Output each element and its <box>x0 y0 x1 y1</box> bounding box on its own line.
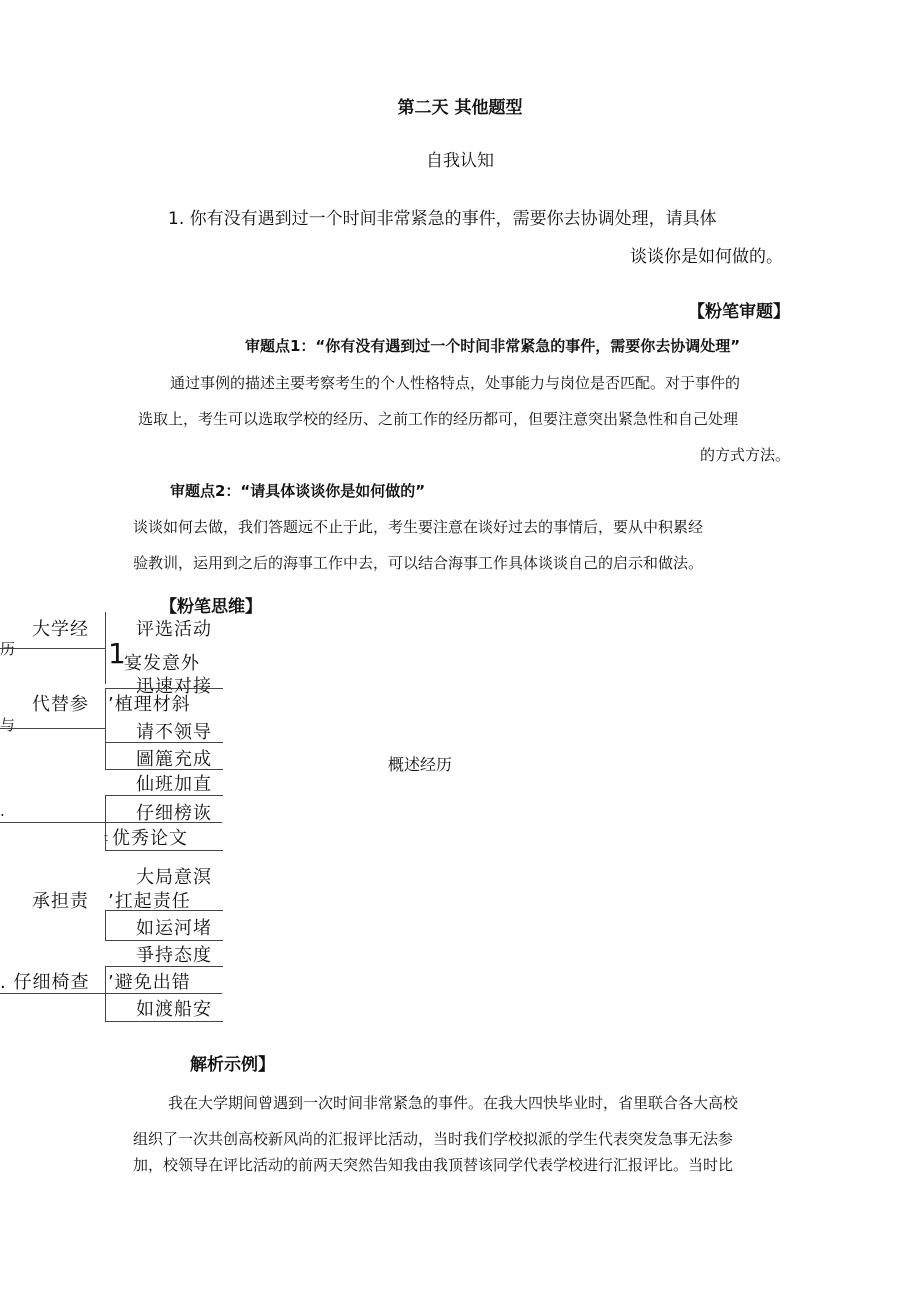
section-title: 自我认知 <box>426 151 494 171</box>
connector-line <box>105 742 223 743</box>
connector-line <box>105 795 106 850</box>
point1-body-line: 选取上，考生可以选取学校的经历、之前工作的经历都可，但要注意突出紧急性和自己处理 <box>138 410 739 428</box>
point2-body-line: 验教训，运用到之后的海事工作中去，可以结合海事工作具体谈谈自己的启示和做法。 <box>133 554 704 572</box>
connector-line <box>105 688 223 689</box>
connector-line <box>0 648 106 649</box>
connector-line <box>0 822 222 823</box>
branch-label: 代替参 <box>32 694 89 715</box>
question-line-2: 谈谈你是如何做的。 <box>630 247 783 267</box>
connector-line <box>105 940 223 941</box>
leaf-label: 迅速对接 <box>136 676 212 697</box>
review-header: 【粉笔审题】 <box>688 302 790 322</box>
point2-body-line: 谈谈如何去做，我们答题远不止于此，考生要注意在谈好过去的事情后，要从中积累经 <box>133 518 704 536</box>
point1-body-line: 的方式方法。 <box>700 446 791 464</box>
leaf-label: ’避免出错 <box>108 972 191 993</box>
question-line-1: 1. 你有没有遇到过一个时间非常紧急的事件，需要你去协调处理，请具体 <box>168 209 717 229</box>
fragment-text: 历 <box>0 640 16 658</box>
connector-line <box>105 1021 223 1022</box>
analysis-body-line: 我在大学期间曾遇到一次时间非常紧急的事件。在我大四快毕业时，省里联合各大高校 <box>168 1094 739 1112</box>
branch-label: 大学经 <box>32 619 89 640</box>
leaf-label: ’扛起责任 <box>108 891 191 912</box>
connector-line <box>105 910 106 940</box>
connector-line <box>105 966 106 1021</box>
branch-label: . 仔细椅查 <box>0 972 90 993</box>
leaf-label: 请不领导 <box>136 722 212 743</box>
analysis-body-line: 组织了一次共创高校新风尚的汇报评比活动，当时我们学校拟派的学生代表突发急事无法参 <box>133 1130 734 1148</box>
branch-label: 承担责 <box>32 891 89 912</box>
fragment-text: . <box>0 802 5 820</box>
leaf-label: 如渡船安 <box>136 999 212 1020</box>
leaf-label: 爭持态度 <box>136 945 212 966</box>
leaf-label: 仔细榜诙 <box>136 803 212 824</box>
connector-line <box>105 966 223 967</box>
analysis-body-line: 加，校领导在评比活动的前两天突然告知我由我顶替该同学代表学校进行汇报评比。当时比 <box>133 1156 734 1174</box>
connector-line <box>105 795 223 796</box>
leaf-label: ’植理材斜 <box>108 694 191 715</box>
point1-body-line: 通过事例的描述主要考察考生的个人性格特点，处事能力与岗位是否匹配。对于事件的 <box>170 374 741 392</box>
leaf-label: 评选活动 <box>136 619 212 640</box>
thinking-header: 【粉笔思维】 <box>160 597 262 617</box>
leaf-label: 如运河堵 <box>136 918 212 939</box>
connector-line <box>105 612 106 684</box>
leaf-label: 仙班加直 <box>136 774 212 795</box>
mindmap-center-label: 概述经历 <box>388 755 453 774</box>
number-mark: 1 <box>108 637 126 670</box>
leaf-label: 优秀论文 <box>112 828 188 849</box>
connector-line <box>105 850 223 851</box>
leaf-label: 宴发意外 <box>124 653 200 674</box>
connector-line <box>0 993 222 994</box>
leaf-label: 大局意溟 <box>136 867 212 888</box>
connector-line <box>105 688 106 770</box>
fragment-text: t <box>104 833 108 844</box>
page-title: 第二天 其他题型 <box>397 98 523 118</box>
connector-line <box>105 769 223 770</box>
point1-title: 审题点1：“你有没有遇到过一个时间非常紧急的事件，需要你去协调处理” <box>245 337 741 355</box>
connector-line <box>0 728 106 729</box>
point2-title: 审题点2：“请具体谈谈你是如何做的” <box>170 482 426 500</box>
fragment-text: 与 <box>0 716 16 734</box>
leaf-label: 圖簏充成 <box>136 749 212 770</box>
analysis-header: 解析示例】 <box>190 1055 275 1075</box>
connector-line <box>105 910 223 911</box>
